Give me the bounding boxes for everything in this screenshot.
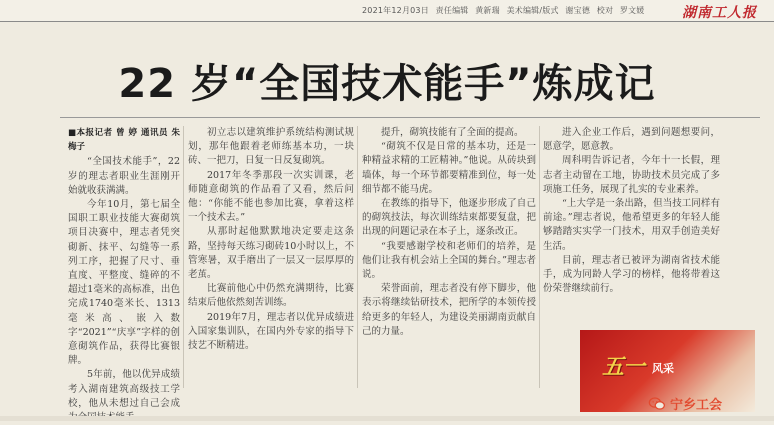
paragraph: 进入企业工作后，遇到问题想要问，愿意学，愿意教。: [543, 127, 720, 153]
header-designer: 美术编辑/版式 谢宝德: [506, 6, 591, 15]
paragraph: 在教练的指导下，他逐步形成了自己的砌筑技法，每次训练结束都要复盘，把出现的问题记录在本子上，逐条改正。: [362, 198, 536, 238]
header-proofreader: 校对 罗文媛: [596, 6, 645, 15]
source-watermark: [648, 394, 722, 413]
paragraph: “我要感谢学校和老师们的培养，是他们让我有机会站上全国的舞台。”理志者说。: [362, 240, 536, 281]
article-headline: 22 岁“全国技术能手”炼成记: [118, 61, 656, 107]
article-column-3: [362, 126, 536, 388]
column-divider: [357, 126, 358, 388]
article-column-4: [543, 126, 720, 326]
paragraph: “砌筑不仅是日常的基本功，还是一种精益求精的工匠精神。”他说。从砖块到墙体，每一个环节都要精准到位，每一处细节都不能马虎。: [362, 141, 536, 195]
paragraph: 荣誉面前，理志者没有停下脚步，他表示将继续钻研技术，把所学的本领传授给更多的年轻人，为建设美丽湖南贡献自己的力量。: [362, 283, 536, 337]
newspaper-masthead: 湖南工人报: [682, 5, 757, 21]
paragraph: 2017年冬季那段一次实训课，老师随意砌筑的作品看了又看，然后问他：“你能不能也参加比赛，拿着这样一个技术去。”: [188, 169, 354, 224]
article-column-2: [188, 126, 354, 388]
paragraph: 目前，理志者已被评为湖南省技术能手，成为同龄人学习的榜样，他将带着这份荣誉继续前行。: [543, 254, 720, 295]
paragraph: 今年10月，第七届全国职工职业技能大赛砌筑项目决赛中，理志者凭突砌新、抹平、勾缝等一系列工序，把握了尺寸、垂直度、平整度、缝碎的不超过1毫米的高标准，出色完成1740毫米长、1313毫米高、嵌入数字“2021”“庆享”字样的创意砌筑作品，获得比赛银牌。: [68, 199, 180, 367]
header-editor: 责任编辑 黄新瑞: [435, 6, 500, 15]
page-footer-edge: [0, 416, 774, 421]
article-byline: ■本报记者 曾 婷 通讯员 朱梅子: [68, 128, 180, 153]
article-column-1: [68, 126, 180, 409]
watermark-text: 宁乡工会: [670, 398, 723, 413]
wechat-icon: [648, 397, 666, 411]
paragraph: 2019年7月，理志者以优异成绩进入国家集训队，在国内外专家的指导下技艺不断精进。: [188, 311, 354, 352]
banner-subtitle: 风采: [652, 362, 674, 375]
headline-divider: [60, 117, 760, 118]
paragraph: “上大学是一条出路，但当技工同样有前途。”理志者说，他希望更多的年轻人能够踏踏实实学一门技术，用双手创造美好生活。: [543, 198, 720, 252]
column-divider: [539, 126, 540, 388]
page-header: [0, 0, 774, 22]
banner-script-text: 五一: [602, 354, 645, 380]
paragraph: 比赛前他心中仍然充满期待，比赛结束后他依然刻苦训练。: [188, 283, 354, 309]
header-meta: [362, 5, 645, 16]
paragraph: 从那时起他默默地决定要走这条路，坚持每天练习砌砖10小时以上，不管寒暑，双手磨出了一层又一层厚厚的老茧。: [188, 226, 354, 281]
paragraph: 初立志以建筑维护系统结构测试规划，那年他跟着老师练基本功，一块砖、一把刀，日复一日反复砌筑。: [188, 127, 354, 167]
paragraph: “全国技术能手”，22岁的理志者职业生涯刚开始就收获满满。: [68, 156, 180, 196]
paragraph: 提升，砌筑技能有了全面的提高。: [381, 127, 524, 138]
paragraph: 周科明告诉记者，今年十一长假，理志者主动留在工地，协助技术员完成了多项施工任务，展现了扎实的专业素养。: [543, 155, 720, 195]
paragraph: 5年前，他以优异成绩考入湖南建筑高级技工学校，他从未想过自己会成: [68, 369, 180, 409]
header-date: 2021年12月03日: [362, 6, 429, 15]
column-divider: [183, 126, 184, 388]
